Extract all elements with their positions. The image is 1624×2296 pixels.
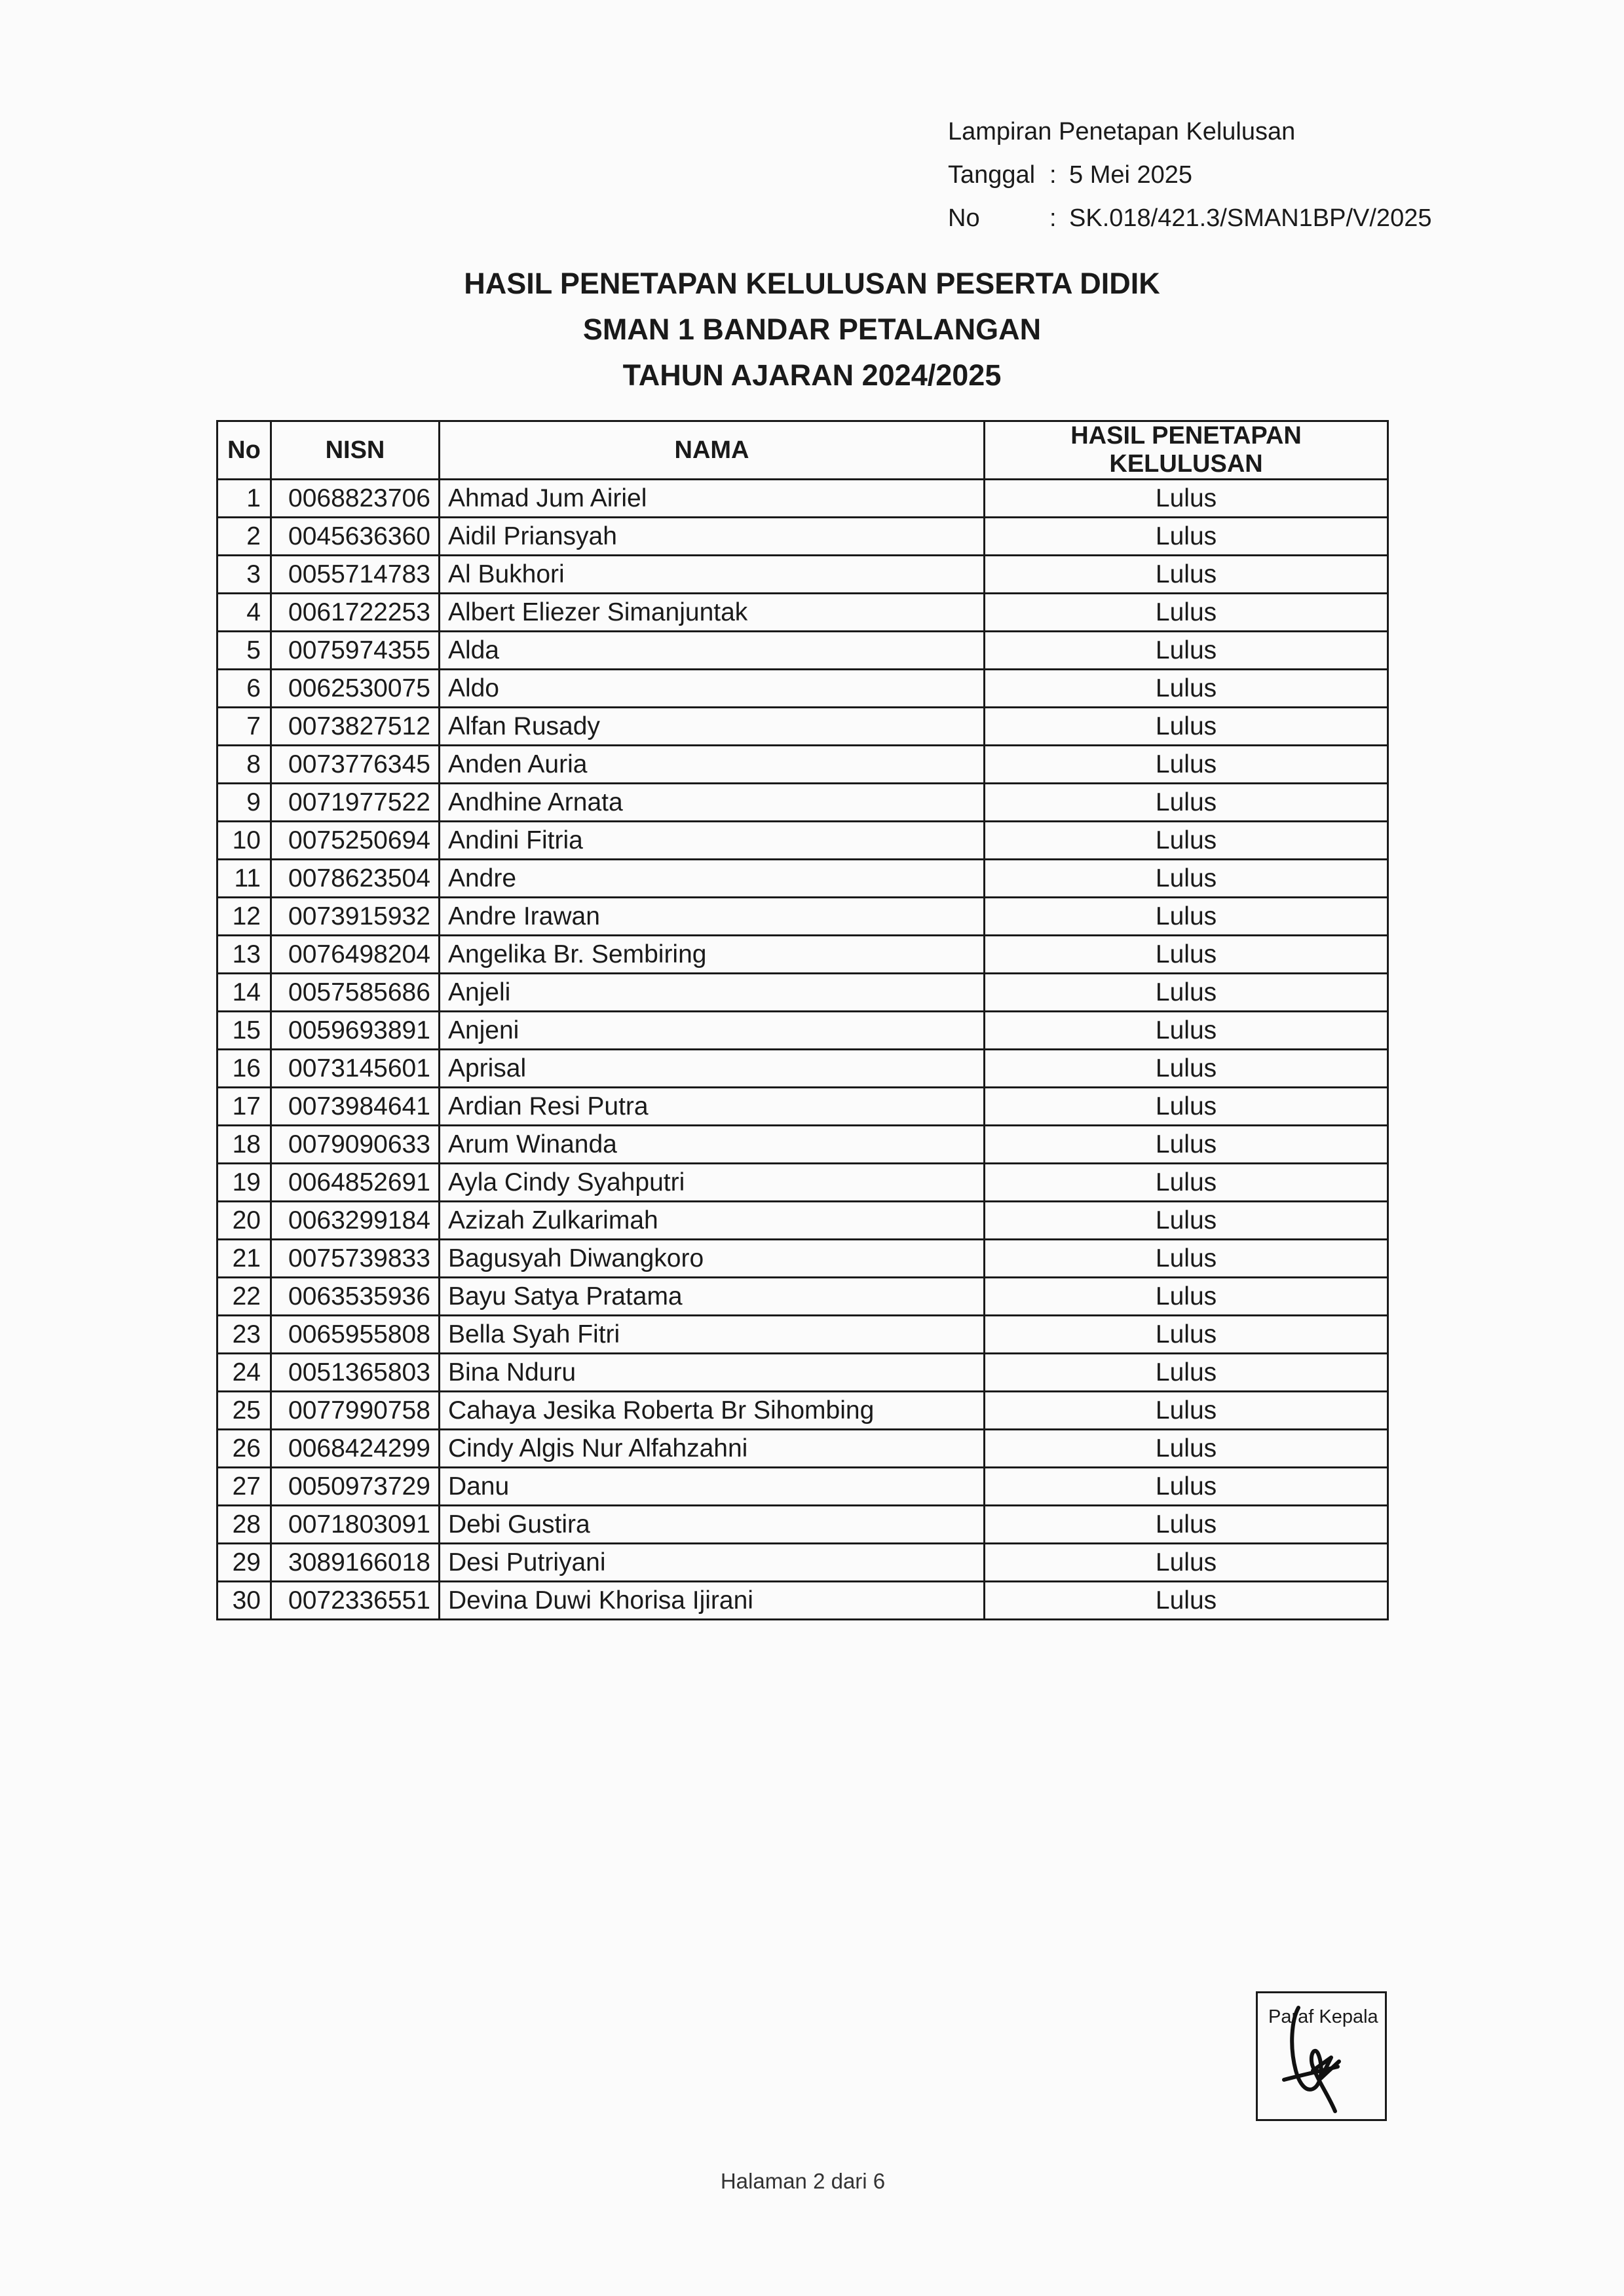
cell-nisn: 0072336551 bbox=[271, 1582, 439, 1620]
table-row bbox=[217, 1392, 1388, 1430]
cell-nisn: 0059693891 bbox=[271, 1012, 439, 1050]
cell-no: 24 bbox=[217, 1354, 271, 1392]
cell-no: 8 bbox=[217, 746, 271, 784]
signature-mark-icon bbox=[1258, 1993, 1389, 2123]
cell-no: 18 bbox=[217, 1126, 271, 1164]
cell-nama: Anjeni bbox=[439, 1012, 984, 1050]
page-footer bbox=[0, 2169, 1624, 2194]
cell-nama: Aldo bbox=[439, 670, 984, 708]
cell-no: 12 bbox=[217, 898, 271, 936]
cell-nisn: 0075250694 bbox=[271, 822, 439, 860]
cell-hasil: Lulus bbox=[985, 822, 1388, 860]
table-row bbox=[217, 632, 1388, 670]
cell-no: 7 bbox=[217, 708, 271, 746]
cell-hasil: Lulus bbox=[985, 1240, 1388, 1278]
cell-nisn: 0068424299 bbox=[271, 1430, 439, 1468]
table-row bbox=[217, 936, 1388, 974]
cell-nama: Albert Eliezer Simanjuntak bbox=[439, 594, 984, 632]
cell-hasil: Lulus bbox=[985, 1050, 1388, 1088]
cell-no: 2 bbox=[217, 518, 271, 556]
cell-nisn: 0078623504 bbox=[271, 860, 439, 898]
cell-nama: Bella Syah Fitri bbox=[439, 1316, 984, 1354]
cell-hasil: Lulus bbox=[985, 974, 1388, 1012]
table-row bbox=[217, 746, 1388, 784]
cell-no: 9 bbox=[217, 784, 271, 822]
table-row bbox=[217, 1240, 1388, 1278]
cell-nama: Bayu Satya Pratama bbox=[439, 1278, 984, 1316]
cell-nisn: 0073827512 bbox=[271, 708, 439, 746]
cell-nisn: 3089166018 bbox=[271, 1544, 439, 1582]
cell-hasil: Lulus bbox=[985, 1126, 1388, 1164]
cell-no: 23 bbox=[217, 1316, 271, 1354]
table-row bbox=[217, 1354, 1388, 1392]
cell-no: 26 bbox=[217, 1430, 271, 1468]
cell-no: 28 bbox=[217, 1506, 271, 1544]
date-value: 5 Mei 2025 bbox=[1069, 161, 1193, 189]
cell-nisn: 0076498204 bbox=[271, 936, 439, 974]
table-row bbox=[217, 1544, 1388, 1582]
page-number: Halaman 2 dari 6 bbox=[720, 2169, 886, 2193]
table-row bbox=[217, 1430, 1388, 1468]
cell-nisn: 0051365803 bbox=[271, 1354, 439, 1392]
cell-nama: Alfan Rusady bbox=[439, 708, 984, 746]
cell-hasil: Lulus bbox=[985, 670, 1388, 708]
table-row bbox=[217, 1582, 1388, 1620]
initial-label: Paraf Kepala bbox=[1268, 2006, 1378, 2027]
cell-nisn: 0050973729 bbox=[271, 1468, 439, 1506]
cell-nama: Cahaya Jesika Roberta Br Sihombing bbox=[439, 1392, 984, 1430]
attachment-title bbox=[948, 110, 1431, 153]
cell-hasil: Lulus bbox=[985, 1582, 1388, 1620]
cell-no: 30 bbox=[217, 1582, 271, 1620]
cell-nama: Anden Auria bbox=[439, 746, 984, 784]
cell-nama: Angelika Br. Sembiring bbox=[439, 936, 984, 974]
cell-nisn: 0061722253 bbox=[271, 594, 439, 632]
cell-no: 3 bbox=[217, 556, 271, 594]
table-row bbox=[217, 556, 1388, 594]
table-row bbox=[217, 1126, 1388, 1164]
cell-hasil: Lulus bbox=[985, 1278, 1388, 1316]
cell-hasil: Lulus bbox=[985, 708, 1388, 746]
table-row bbox=[217, 1316, 1388, 1354]
cell-nisn: 0064852691 bbox=[271, 1164, 439, 1202]
table-row bbox=[217, 708, 1388, 746]
cell-nama: Aidil Priansyah bbox=[439, 518, 984, 556]
cell-hasil: Lulus bbox=[985, 1392, 1388, 1430]
cell-nisn: 0073145601 bbox=[271, 1050, 439, 1088]
cell-nisn: 0073915932 bbox=[271, 898, 439, 936]
column-header-nisn: NISN bbox=[271, 421, 439, 480]
cell-no: 6 bbox=[217, 670, 271, 708]
table-row bbox=[217, 480, 1388, 518]
cell-nama: Bina Nduru bbox=[439, 1354, 984, 1392]
title-line-1: HASIL PENETAPAN KELULUSAN PESERTA DIDIK bbox=[464, 267, 1160, 300]
cell-hasil: Lulus bbox=[985, 1430, 1388, 1468]
cell-hasil: Lulus bbox=[985, 860, 1388, 898]
cell-nama: Andini Fitria bbox=[439, 822, 984, 860]
cell-nisn: 0071977522 bbox=[271, 784, 439, 822]
title-line-2-wrap bbox=[0, 307, 1624, 353]
title-line-1-wrap bbox=[0, 261, 1624, 307]
table-row bbox=[217, 670, 1388, 708]
initial-box bbox=[1256, 1991, 1387, 2121]
cell-nisn: 0071803091 bbox=[271, 1506, 439, 1544]
number-value: SK.018/421.3/SMAN1BP/V/2025 bbox=[1069, 204, 1432, 232]
cell-no: 22 bbox=[217, 1278, 271, 1316]
graduation-table bbox=[216, 420, 1389, 1620]
cell-no: 13 bbox=[217, 936, 271, 974]
cell-hasil: Lulus bbox=[985, 1506, 1388, 1544]
cell-hasil: Lulus bbox=[985, 1088, 1388, 1126]
cell-hasil: Lulus bbox=[985, 1202, 1388, 1240]
cell-no: 21 bbox=[217, 1240, 271, 1278]
cell-nisn: 0068823706 bbox=[271, 480, 439, 518]
cell-no: 29 bbox=[217, 1544, 271, 1582]
cell-no: 4 bbox=[217, 594, 271, 632]
cell-nama: Ahmad Jum Airiel bbox=[439, 480, 984, 518]
title-line-3-wrap bbox=[0, 353, 1624, 398]
table-row bbox=[217, 1468, 1388, 1506]
cell-no: 10 bbox=[217, 822, 271, 860]
table-row bbox=[217, 1278, 1388, 1316]
cell-nama: Aprisal bbox=[439, 1050, 984, 1088]
cell-nama: Cindy Algis Nur Alfahzahni bbox=[439, 1430, 984, 1468]
cell-nama: Ayla Cindy Syahputri bbox=[439, 1164, 984, 1202]
cell-hasil: Lulus bbox=[985, 594, 1388, 632]
table-row bbox=[217, 1088, 1388, 1126]
number-row bbox=[948, 197, 1431, 240]
cell-no: 5 bbox=[217, 632, 271, 670]
table-row bbox=[217, 518, 1388, 556]
cell-no: 20 bbox=[217, 1202, 271, 1240]
cell-nisn: 0077990758 bbox=[271, 1392, 439, 1430]
number-label: No bbox=[948, 204, 980, 232]
cell-nisn: 0062530075 bbox=[271, 670, 439, 708]
cell-no: 27 bbox=[217, 1468, 271, 1506]
table-row bbox=[217, 594, 1388, 632]
cell-nama: Andre Irawan bbox=[439, 898, 984, 936]
cell-nisn: 0073776345 bbox=[271, 746, 439, 784]
cell-nisn: 0073984641 bbox=[271, 1088, 439, 1126]
cell-no: 14 bbox=[217, 974, 271, 1012]
cell-nisn: 0063535936 bbox=[271, 1278, 439, 1316]
title-line-3: TAHUN AJARAN 2024/2025 bbox=[622, 358, 1002, 392]
cell-no: 11 bbox=[217, 860, 271, 898]
table-row bbox=[217, 898, 1388, 936]
table-row bbox=[217, 1506, 1388, 1544]
cell-nisn: 0079090633 bbox=[271, 1126, 439, 1164]
cell-no: 16 bbox=[217, 1050, 271, 1088]
table-row bbox=[217, 784, 1388, 822]
cell-nama: Al Bukhori bbox=[439, 556, 984, 594]
cell-hasil: Lulus bbox=[985, 518, 1388, 556]
column-header-hasil: HASIL PENETAPAN KELULUSAN bbox=[985, 421, 1388, 480]
cell-hasil: Lulus bbox=[985, 936, 1388, 974]
cell-nisn: 0055714783 bbox=[271, 556, 439, 594]
cell-nama: Andhine Arnata bbox=[439, 784, 984, 822]
cell-hasil: Lulus bbox=[985, 1316, 1388, 1354]
cell-nisn: 0075974355 bbox=[271, 632, 439, 670]
table-row bbox=[217, 974, 1388, 1012]
attachment-label: Lampiran Penetapan Kelulusan bbox=[948, 118, 1296, 145]
cell-nama: Devina Duwi Khorisa Ijirani bbox=[439, 1582, 984, 1620]
cell-hasil: Lulus bbox=[985, 480, 1388, 518]
cell-nama: Debi Gustira bbox=[439, 1506, 984, 1544]
cell-nisn: 0075739833 bbox=[271, 1240, 439, 1278]
cell-hasil: Lulus bbox=[985, 1544, 1388, 1582]
cell-nama: Andre bbox=[439, 860, 984, 898]
cell-nama: Danu bbox=[439, 1468, 984, 1506]
cell-nisn: 0065955808 bbox=[271, 1316, 439, 1354]
cell-no: 19 bbox=[217, 1164, 271, 1202]
cell-hasil: Lulus bbox=[985, 632, 1388, 670]
cell-nama: Azizah Zulkarimah bbox=[439, 1202, 984, 1240]
cell-nisn: 0057585686 bbox=[271, 974, 439, 1012]
cell-hasil: Lulus bbox=[985, 746, 1388, 784]
title-line-2: SMAN 1 BANDAR PETALANGAN bbox=[582, 313, 1042, 346]
table-row bbox=[217, 1202, 1388, 1240]
number-colon: : bbox=[1049, 204, 1057, 232]
column-header-no: No bbox=[217, 421, 271, 480]
cell-nama: Alda bbox=[439, 632, 984, 670]
cell-nama: Ardian Resi Putra bbox=[439, 1088, 984, 1126]
cell-hasil: Lulus bbox=[985, 1468, 1388, 1506]
table-row bbox=[217, 1050, 1388, 1088]
table-row bbox=[217, 822, 1388, 860]
date-label: Tanggal bbox=[948, 161, 1036, 189]
cell-nama: Anjeli bbox=[439, 974, 984, 1012]
cell-nisn: 0063299184 bbox=[271, 1202, 439, 1240]
cell-no: 17 bbox=[217, 1088, 271, 1126]
cell-nama: Bagusyah Diwangkoro bbox=[439, 1240, 984, 1278]
document-title bbox=[0, 261, 1624, 398]
cell-nama: Desi Putriyani bbox=[439, 1544, 984, 1582]
table-body bbox=[217, 480, 1388, 1620]
cell-no: 15 bbox=[217, 1012, 271, 1050]
cell-no: 1 bbox=[217, 480, 271, 518]
table-row bbox=[217, 1164, 1388, 1202]
attachment-header bbox=[948, 110, 1431, 240]
cell-hasil: Lulus bbox=[985, 1164, 1388, 1202]
cell-nama: Arum Winanda bbox=[439, 1126, 984, 1164]
cell-no: 25 bbox=[217, 1392, 271, 1430]
cell-hasil: Lulus bbox=[985, 784, 1388, 822]
cell-hasil: Lulus bbox=[985, 1012, 1388, 1050]
table-row bbox=[217, 860, 1388, 898]
cell-nisn: 0045636360 bbox=[271, 518, 439, 556]
cell-hasil: Lulus bbox=[985, 898, 1388, 936]
date-row bbox=[948, 153, 1431, 197]
table-row bbox=[217, 1012, 1388, 1050]
cell-hasil: Lulus bbox=[985, 1354, 1388, 1392]
cell-hasil: Lulus bbox=[985, 556, 1388, 594]
column-header-nama: NAMA bbox=[439, 421, 984, 480]
table-header-row bbox=[217, 421, 1388, 480]
date-colon: : bbox=[1049, 161, 1057, 189]
